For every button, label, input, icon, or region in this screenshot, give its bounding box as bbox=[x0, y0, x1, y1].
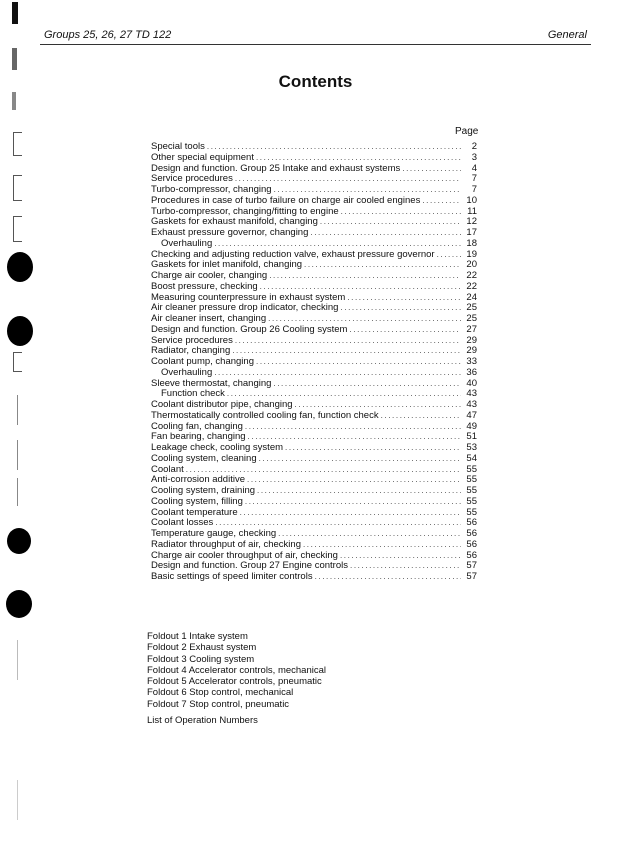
toc-entry-title: Turbo-compressor, changing/fitting to engine bbox=[151, 205, 339, 217]
toc-entry-title: Coolant losses bbox=[151, 517, 214, 529]
binder-mark bbox=[12, 2, 18, 24]
foldout-list bbox=[147, 631, 407, 710]
toc-entry-title: Sleeve thermostat, changing bbox=[151, 377, 272, 389]
foldout-item: Foldout 1 Intake system bbox=[147, 631, 248, 642]
toc-dot-leader bbox=[310, 228, 461, 239]
toc-dot-leader bbox=[232, 346, 461, 357]
toc-entry-page: 25 bbox=[466, 313, 477, 324]
toc-dot-leader bbox=[303, 540, 461, 551]
toc-entry-page: 19 bbox=[466, 248, 477, 260]
toc-entry-title: Cooling system, cleaning bbox=[151, 452, 257, 464]
foldout-item: Foldout 6 Stop control, mechanical bbox=[147, 687, 294, 699]
toc-entry-title: Design and function. Group 27 Engine controls bbox=[151, 560, 348, 572]
toc-entry-page: 17 bbox=[466, 227, 477, 238]
toc-entry-page: 27 bbox=[466, 323, 477, 335]
toc-entry-title: Gaskets for exhaust manifold, changing bbox=[151, 216, 318, 228]
toc-dot-leader bbox=[257, 486, 461, 497]
toc-entry-page: 4 bbox=[471, 162, 477, 174]
toc-entry-page: 56 bbox=[466, 528, 477, 539]
toc-dot-leader bbox=[260, 282, 461, 293]
toc-entry-title: Anti-corrosion additive bbox=[151, 474, 245, 486]
toc-dot-leader bbox=[273, 379, 461, 390]
operation-numbers-entry: List of Operation Numbers bbox=[147, 715, 258, 726]
toc-entry-title: Function check bbox=[161, 388, 225, 400]
toc-entry-title: Gaskets for inlet manifold, changing bbox=[151, 259, 303, 271]
toc-entry-page: 3 bbox=[471, 151, 477, 163]
toc-entry-page: 22 bbox=[466, 270, 477, 281]
toc-entry-title: Boost pressure, checking bbox=[151, 280, 258, 292]
toc-entry-title: Coolant pump, changing bbox=[151, 356, 254, 367]
toc-dot-leader bbox=[381, 411, 461, 422]
toc-entry-title: Service procedures bbox=[151, 334, 233, 346]
toc-entry-title: Radiator, changing bbox=[151, 345, 231, 357]
toc-entry-title: Procedures in case of turbo failure on charge air cooled engines bbox=[151, 194, 421, 206]
toc-entry bbox=[151, 572, 477, 583]
toc-entry-page: 12 bbox=[466, 216, 477, 228]
foldout-item: Foldout 5 Accelerator controls, pneumatic bbox=[147, 676, 322, 688]
toc-entry-page: 29 bbox=[466, 334, 477, 346]
toc-dot-leader bbox=[259, 454, 461, 465]
toc-dot-leader bbox=[285, 443, 461, 454]
toc-entry-page: 55 bbox=[466, 463, 477, 475]
toc-entry-page: 10 bbox=[466, 194, 477, 206]
page-column-label: Page bbox=[455, 126, 479, 137]
toc-entry-page: 57 bbox=[466, 571, 477, 582]
toc-dot-leader bbox=[245, 422, 461, 433]
binder-mark bbox=[17, 478, 18, 506]
toc-entry-page: 56 bbox=[466, 549, 477, 561]
toc-dot-leader bbox=[269, 271, 461, 282]
binder-mark bbox=[13, 132, 22, 156]
toc-entry bbox=[151, 540, 477, 551]
toc-entry bbox=[151, 368, 477, 379]
toc-entry-title: Coolant distributor pipe, changing bbox=[151, 399, 293, 410]
toc-dot-leader bbox=[350, 561, 461, 572]
toc-dot-leader bbox=[340, 551, 461, 562]
toc-entry-title: Other special equipment bbox=[151, 151, 254, 163]
binder-hole bbox=[7, 316, 33, 346]
toc-entry-title: Radiator throughput of air, checking bbox=[151, 538, 301, 550]
binder-hole bbox=[7, 528, 31, 554]
header-category: General bbox=[547, 29, 587, 41]
binder-mark bbox=[17, 440, 18, 470]
binder-mark bbox=[12, 92, 16, 110]
foldout-item: Foldout 3 Cooling system bbox=[147, 653, 255, 665]
toc-entry-page: 40 bbox=[466, 377, 477, 389]
toc-dot-leader bbox=[214, 368, 461, 379]
toc-entry-page: 55 bbox=[466, 474, 477, 486]
page-title: Contents bbox=[278, 72, 353, 91]
toc-entry-page: 2 bbox=[471, 141, 477, 152]
toc-entry bbox=[151, 282, 477, 293]
toc-dot-leader bbox=[235, 336, 461, 347]
toc-entry-page: 25 bbox=[466, 302, 477, 314]
toc-dot-leader bbox=[247, 475, 461, 486]
toc-entry-title: Turbo-compressor, changing bbox=[151, 184, 272, 195]
binder-hole bbox=[6, 590, 32, 618]
toc-entry-title: Basic settings of speed limiter controls bbox=[151, 571, 313, 582]
toc-entry-page: 51 bbox=[466, 431, 477, 443]
toc-entry-title: Overhauling bbox=[161, 366, 213, 378]
toc-entry-title: Exhaust pressure governor, changing bbox=[151, 227, 309, 238]
foldout-item: Foldout 2 Exhaust system bbox=[147, 642, 257, 654]
binder-mark bbox=[17, 395, 18, 425]
toc-entry-page: 29 bbox=[466, 345, 477, 357]
toc-entry-title: Cooling system, filling bbox=[151, 495, 243, 507]
toc-entry-page: 54 bbox=[466, 452, 477, 464]
toc-dot-leader bbox=[304, 260, 461, 271]
toc-entry-page: 56 bbox=[466, 538, 477, 550]
binder-mark bbox=[12, 48, 17, 70]
binder-mark bbox=[13, 175, 22, 201]
toc-entry-page: 56 bbox=[466, 517, 477, 529]
toc-dot-leader bbox=[349, 325, 461, 336]
toc-entry-page: 43 bbox=[466, 399, 477, 410]
toc-entry-title: Design and function. Group 26 Cooling system bbox=[151, 323, 348, 335]
toc-entry bbox=[151, 325, 477, 336]
toc-dot-leader bbox=[347, 293, 461, 304]
toc-entry-page: 7 bbox=[471, 173, 477, 185]
toc-entry-title: Design and function. Group 25 Intake and exhaust systems bbox=[151, 162, 401, 174]
toc-dot-leader bbox=[240, 508, 461, 519]
toc-entry-page: 20 bbox=[466, 259, 477, 271]
toc-entry-title: Charge air cooler, changing bbox=[151, 270, 268, 281]
toc-dot-leader bbox=[214, 239, 461, 250]
toc-dot-leader bbox=[245, 497, 461, 508]
foldout-item: Foldout 7 Stop control, pneumatic bbox=[147, 698, 290, 710]
toc-entry-title: Cooling system, draining bbox=[151, 485, 256, 496]
binder-mark bbox=[13, 216, 22, 242]
toc-entry-page: 43 bbox=[466, 388, 477, 400]
toc-entry-page: 18 bbox=[466, 237, 477, 249]
toc-dot-leader bbox=[422, 196, 461, 207]
toc-entry-page: 55 bbox=[466, 506, 477, 518]
binder-mark bbox=[13, 352, 22, 372]
toc-entry-title: Overhauling bbox=[161, 237, 213, 249]
toc-entry bbox=[151, 196, 477, 207]
toc-entry-title: Cooling fan, changing bbox=[151, 420, 243, 432]
toc-entry-page: 55 bbox=[466, 485, 477, 496]
toc-entry-page: 36 bbox=[466, 366, 477, 378]
binder-mark bbox=[17, 780, 18, 820]
toc-entry-page: 33 bbox=[466, 356, 477, 367]
toc-entry bbox=[151, 239, 477, 250]
toc-dot-leader bbox=[256, 357, 461, 368]
toc-entry-title: Measuring counterpressure in exhaust system bbox=[151, 291, 346, 303]
toc-entry-title: Temperature gauge, checking bbox=[151, 528, 277, 539]
toc-entry-title: Checking and adjusting reduction valve, exhaust pressure governor bbox=[151, 248, 435, 260]
toc-dot-leader bbox=[315, 572, 461, 583]
toc-entry-page: 57 bbox=[466, 560, 477, 572]
binder-mark bbox=[17, 640, 18, 680]
toc-entry bbox=[151, 153, 477, 164]
toc-dot-leader bbox=[256, 153, 461, 164]
header-section-title: Groups 25, 26, 27 TD 122 bbox=[44, 29, 172, 41]
toc-dot-leader bbox=[320, 217, 461, 228]
toc-entry-page: 7 bbox=[471, 184, 477, 195]
toc-dot-leader bbox=[437, 250, 461, 261]
toc-entry-page: 47 bbox=[466, 409, 477, 421]
toc-entry-title: Coolant temperature bbox=[151, 506, 238, 518]
toc-entry-page: 11 bbox=[467, 205, 477, 217]
toc-entry-title: Coolant bbox=[151, 463, 184, 475]
toc-entry-page: 24 bbox=[466, 291, 477, 303]
toc-entry-title: Service procedures bbox=[151, 173, 233, 185]
binder-hole bbox=[7, 252, 33, 282]
toc-entry-title: Air cleaner insert, changing bbox=[151, 313, 267, 324]
toc-entry-title: Thermostatically controlled cooling fan, function check bbox=[151, 409, 379, 421]
toc-dot-leader bbox=[402, 164, 461, 175]
toc-dot-leader bbox=[341, 207, 461, 218]
foldout-item: Foldout 4 Accelerator controls, mechanical bbox=[147, 664, 327, 676]
toc-entry-title: Leakage check, cooling system bbox=[151, 442, 284, 453]
toc-entry bbox=[151, 454, 477, 465]
toc-entry-page: 55 bbox=[466, 495, 477, 507]
toc-entry-page: 49 bbox=[466, 420, 477, 432]
toc-entry bbox=[151, 411, 477, 422]
toc-entry-title: Air cleaner pressure drop indicator, checking bbox=[151, 302, 339, 314]
toc-entry-title: Charge air cooler throughput of air, checking bbox=[151, 549, 338, 561]
toc-entry-page: 53 bbox=[466, 442, 477, 453]
toc-entry-title: Fan bearing, changing bbox=[151, 431, 246, 443]
table-of-contents bbox=[151, 142, 477, 583]
toc-dot-leader bbox=[278, 529, 461, 540]
toc-entry-page: 22 bbox=[466, 280, 477, 292]
toc-entry-title: Special tools bbox=[151, 141, 205, 152]
toc-dot-leader bbox=[340, 303, 461, 314]
header-rule bbox=[40, 44, 591, 45]
toc-entry bbox=[151, 497, 477, 508]
